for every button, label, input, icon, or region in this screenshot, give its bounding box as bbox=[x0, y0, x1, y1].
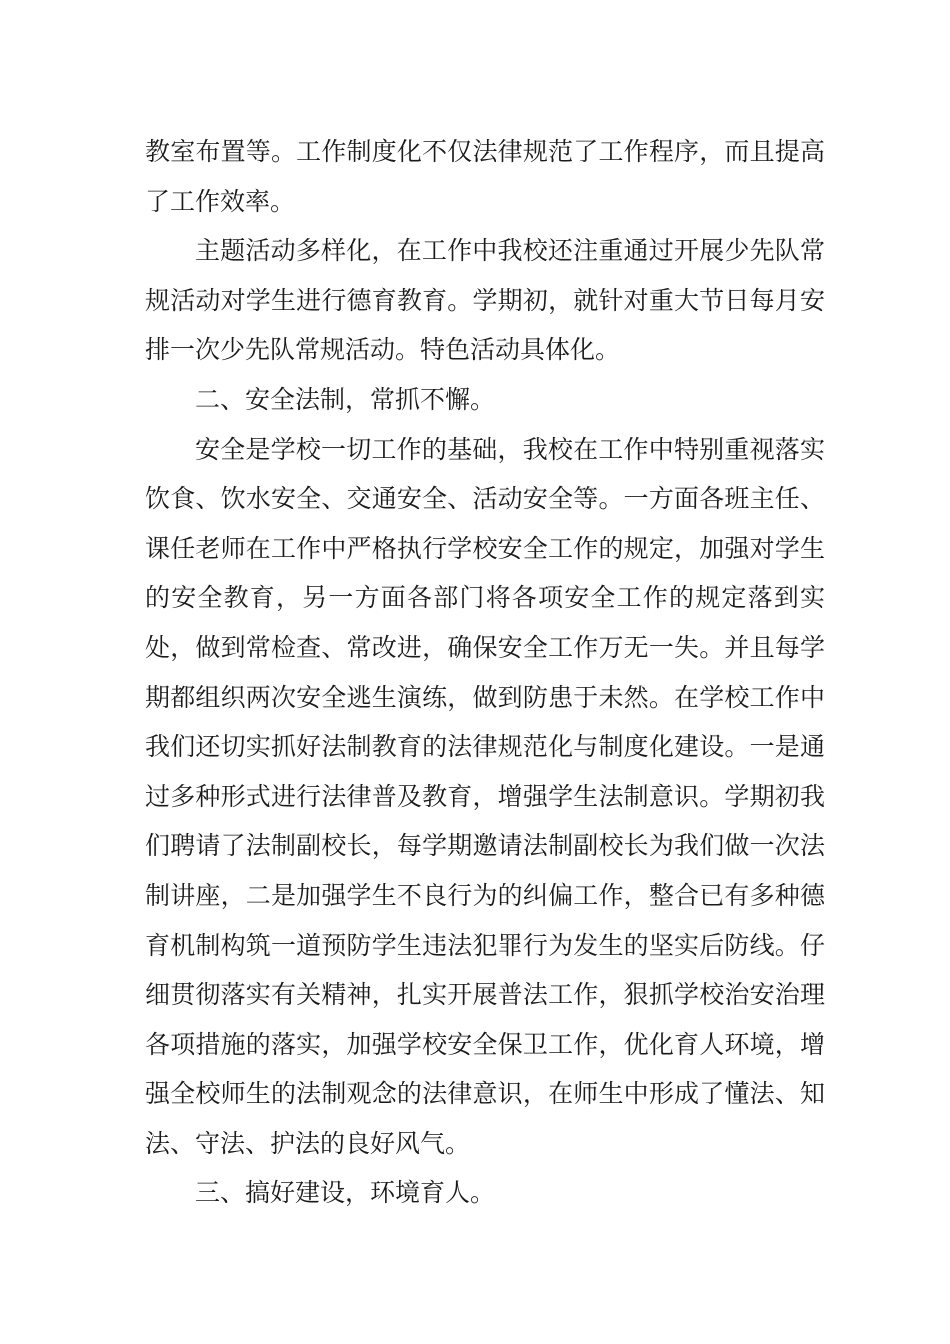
paragraph-safety-law: 安全是学校一切工作的基础，我校在工作中特别重视落实饮食、饮水安全、交通安全、活动安全等。一方面各班主任、课任老师在工作中严格执行学校安全工作的规定，加强对学生的安全教育，另一方面各部门将各项安全工作的规定落到实处，做到常检查、常改进，确保安全工作万无一失。并且每学期都组织两次安全逃生演练，做到防患于未然。在学校工作中我们还切实抓好法制教育的法律规范化与制度化建设。一是通过多种形式进行法律普及教育，增强学生法制意识。学期初我们聘请了法制副校长，每学期邀请法制副校长为我们做一次法制讲座，二是加强学生不良行为的纠偏工作，整合已有多种德育机制构筑一道预防学生违法犯罪行为发生的坚实后防线。仔细贯彻落实有关精神，扎实开展普法工作，狠抓学校治安治理各项措施的落实，加强学校安全保卫工作，优化育人环境，增强全校师生的法制观念的法律意识，在师生中形成了懂法、知法、守法、护法的良好风气。 bbox=[145, 434, 825, 1158]
paragraph-theme-activities: 主题活动多样化，在工作中我校还注重通过开展少先队常规活动对学生进行德育教育。学期初，就针对重大节日每月安排一次少先队常规活动。特色活动具体化。 bbox=[145, 236, 825, 365]
section-heading-environment: 三、搞好建设，环境育人。 bbox=[195, 1178, 496, 1208]
section-heading-safety: 二、安全法制，常抓不懈。 bbox=[195, 384, 496, 414]
document-body bbox=[145, 127, 825, 1218]
paragraph-continuation: 教室布置等。工作制度化不仅法律规范了工作程序，而且提高了工作效率。 bbox=[145, 137, 825, 216]
